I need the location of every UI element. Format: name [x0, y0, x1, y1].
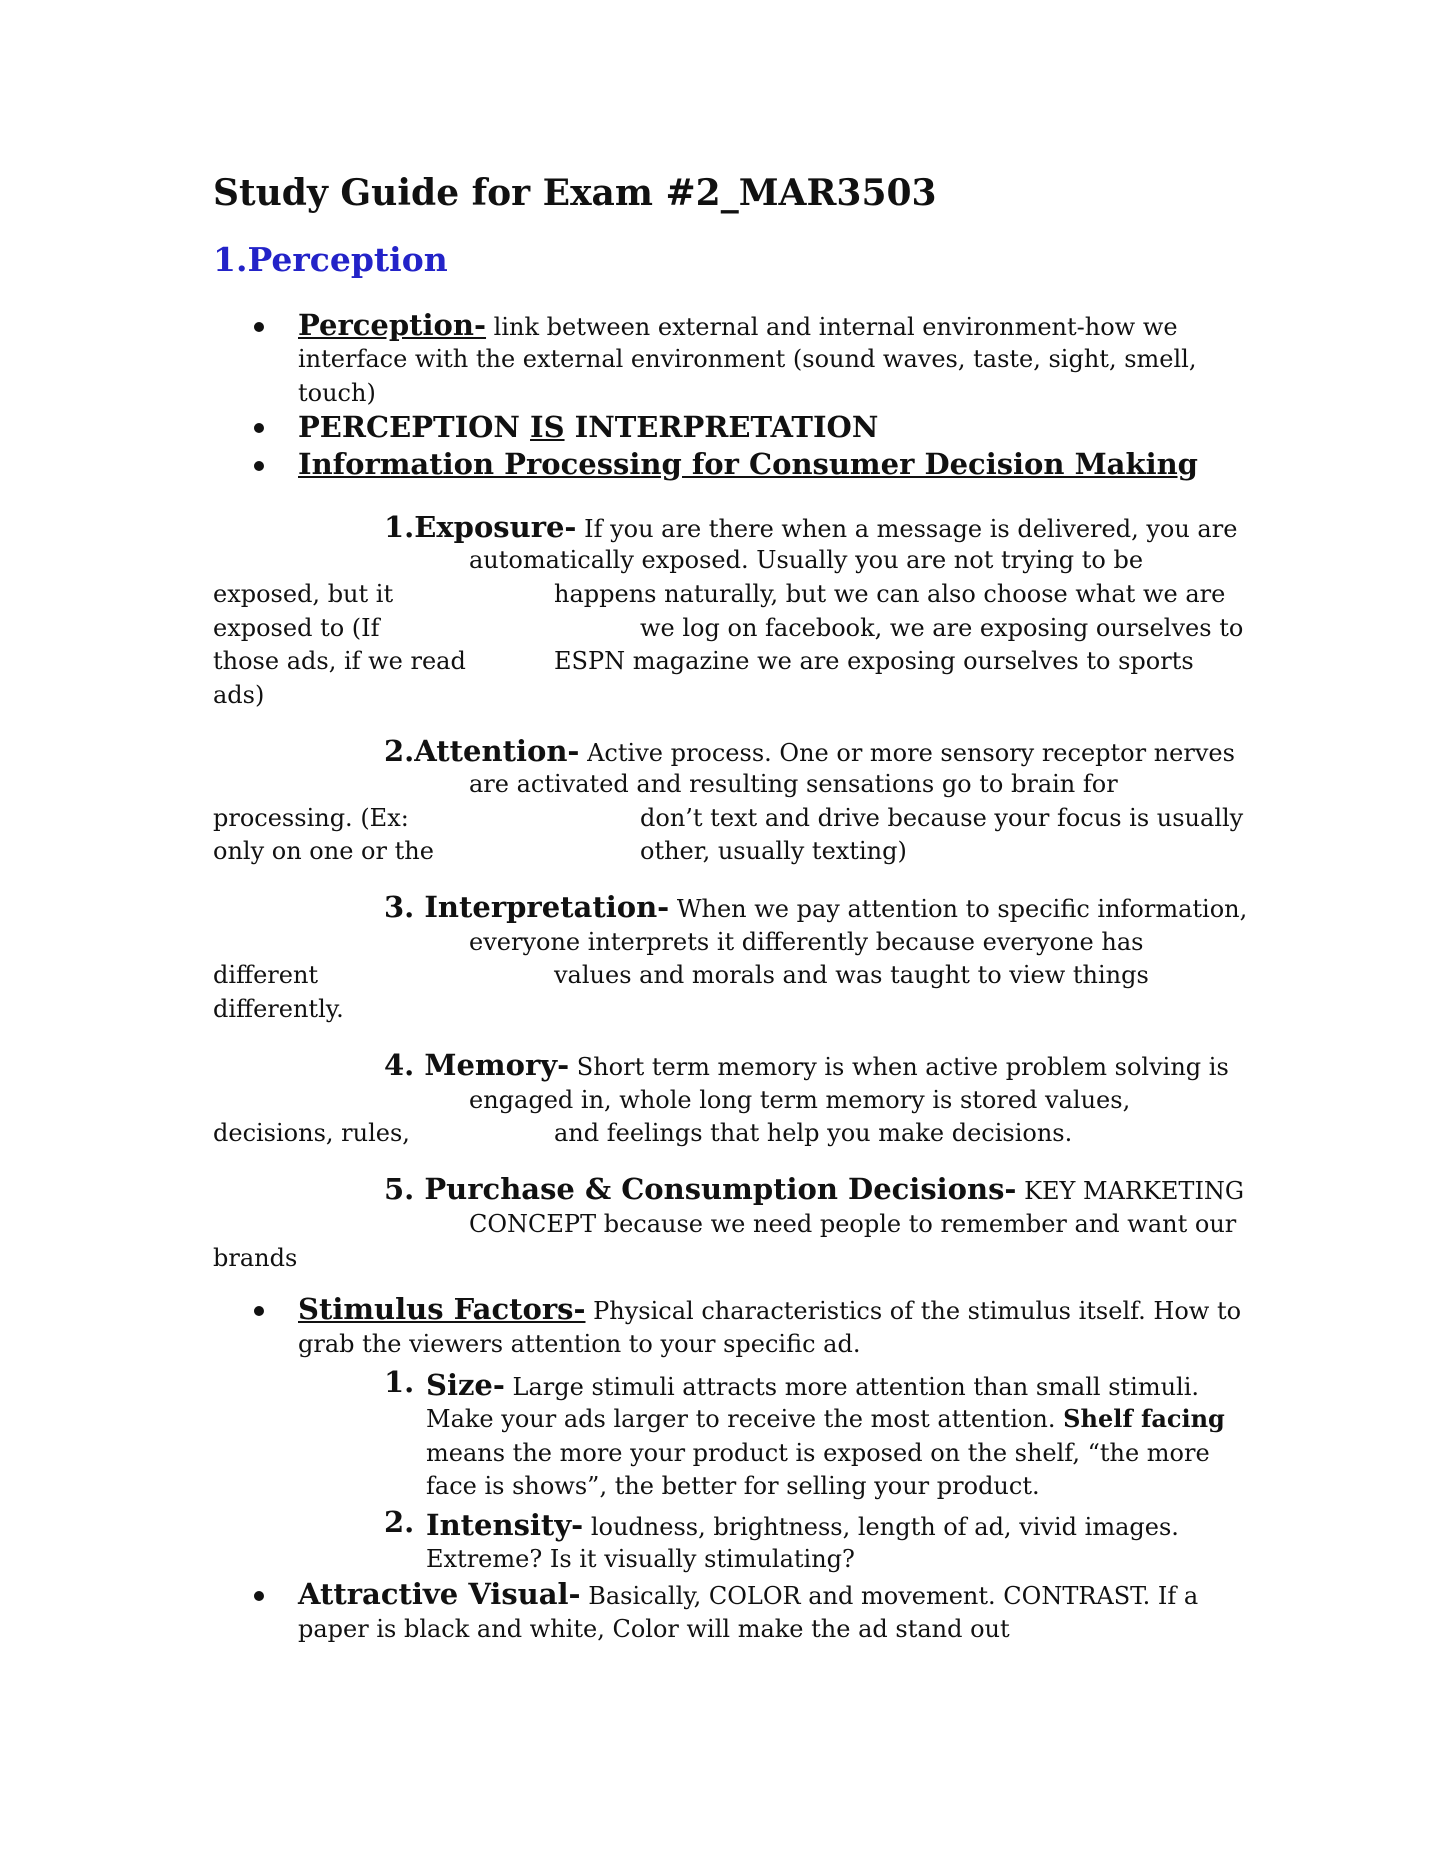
perception-term: Perception-	[298, 308, 487, 342]
attractive-term: Attractive Visual-	[298, 1577, 581, 1611]
memory-line3b: and feelings that help you make decisions.	[554, 1119, 1073, 1147]
exposure-line1: 1.Exposure- If you are there when a message is delivered, you are	[384, 510, 1238, 544]
exposure-line2: automatically exposed. Usually you are not trying to be	[469, 546, 1144, 574]
purchase-line1: 5. Purchase & Consumption Decisions- KEY MARKETING	[384, 1172, 1245, 1206]
size-line2: Make your ads larger to receive the most attention. Shelf facing	[426, 1404, 1225, 1433]
bullet-dot	[254, 461, 264, 471]
memory-line3a: decisions, rules,	[213, 1119, 410, 1147]
intensity-line1: Intensity- loudness, brightness, length of ad, vivid images.	[426, 1508, 1179, 1542]
purchase-line2: CONCEPT because we need people to remember and want our	[469, 1210, 1237, 1238]
purchase-line3: brands	[213, 1244, 298, 1272]
exposure-line3b: happens naturally, but we can also choose what we are	[554, 580, 1226, 608]
page-title: Study Guide for Exam #2_MAR3503	[213, 172, 937, 214]
interpretation-line2: everyone interprets it differently because everyone has	[469, 928, 1144, 956]
exposure-line4b: we log on facebook, we are exposing ourselves to	[640, 614, 1244, 642]
section-heading: 1.Perception	[213, 240, 448, 279]
attention-line4b: other, usually texting)	[640, 837, 907, 865]
exposure-label: 1.Exposure-	[384, 510, 577, 544]
intensity-label: Intensity-	[426, 1508, 584, 1542]
stimulus-line2: grab the viewers attention to your specific ad.	[298, 1330, 861, 1358]
exposure-line6: ads)	[213, 681, 265, 709]
shelf-facing-term: Shelf facing	[1063, 1404, 1225, 1433]
info-processing-heading: Information Processing for Consumer Decision Making	[298, 447, 1198, 481]
attractive-line1: Attractive Visual- Basically, COLOR and movement. CONTRAST. If a	[298, 1577, 1199, 1611]
exposure-line3a: exposed, but it	[213, 580, 394, 608]
intensity-number: 2.	[384, 1505, 415, 1539]
size-label: Size-	[426, 1368, 505, 1402]
exposure-line5a: those ads, if we read	[213, 647, 466, 675]
size-number: 1.	[384, 1365, 415, 1399]
bullet-dot	[254, 1306, 264, 1316]
interpretation-line4: differently.	[213, 995, 344, 1023]
bullet-dot	[254, 1591, 264, 1601]
memory-line1: 4. Memory- Short term memory is when active problem solving is	[384, 1048, 1229, 1082]
exposure-line4a: exposed to (If	[213, 614, 380, 642]
interpretation-label: 3. Interpretation-	[384, 890, 670, 924]
interpretation-line1: 3. Interpretation- When we pay attention to specific information,	[384, 890, 1248, 924]
memory-label: 4. Memory-	[384, 1048, 570, 1082]
perception-def-line3: touch)	[298, 379, 376, 407]
intensity-line2: Extreme? Is it visually stimulating?	[426, 1545, 855, 1573]
perception-is-interpretation: PERCEPTION IS INTERPRETATION	[298, 410, 879, 444]
attractive-line2: paper is black and white, Color will make the ad stand out	[298, 1615, 1010, 1643]
attention-line2: are activated and resulting sensations go to brain for	[469, 770, 1118, 798]
size-line1: Size- Large stimuli attracts more attention than small stimuli.	[426, 1368, 1200, 1402]
stimulus-line1: Stimulus Factors- Physical characteristics of the stimulus itself. How to	[298, 1292, 1242, 1326]
purchase-label: 5. Purchase & Consumption Decisions-	[384, 1172, 1017, 1206]
bullet-dot	[254, 322, 264, 332]
attention-line4a: only on one or the	[213, 837, 434, 865]
bullet-dot	[254, 423, 264, 433]
perception-def-line1: Perception- link between external and internal environment-how we	[298, 308, 1178, 342]
memory-line2: engaged in, whole long term memory is stored values,	[469, 1086, 1131, 1114]
stimulus-term: Stimulus Factors-	[298, 1292, 586, 1326]
size-line4: face is shows”, the better for selling your product.	[426, 1472, 1040, 1500]
attention-label: 2.Attention-	[384, 734, 580, 768]
perception-def-line2: interface with the external environment (sound waves, taste, sight, smell,	[298, 345, 1197, 373]
interpretation-line3a: different	[213, 961, 319, 989]
size-line3: means the more your product is exposed on the shelf, “the more	[426, 1439, 1210, 1467]
attention-line3a: processing. (Ex:	[213, 804, 409, 832]
interpretation-line3b: values and morals and was taught to view things	[554, 961, 1149, 989]
attention-line1: 2.Attention- Active process. One or more sensory receptor nerves	[384, 734, 1235, 768]
attention-line3b: don’t text and drive because your focus is usually	[640, 804, 1244, 832]
exposure-line5b: ESPN magazine we are exposing ourselves to sports	[554, 647, 1194, 675]
